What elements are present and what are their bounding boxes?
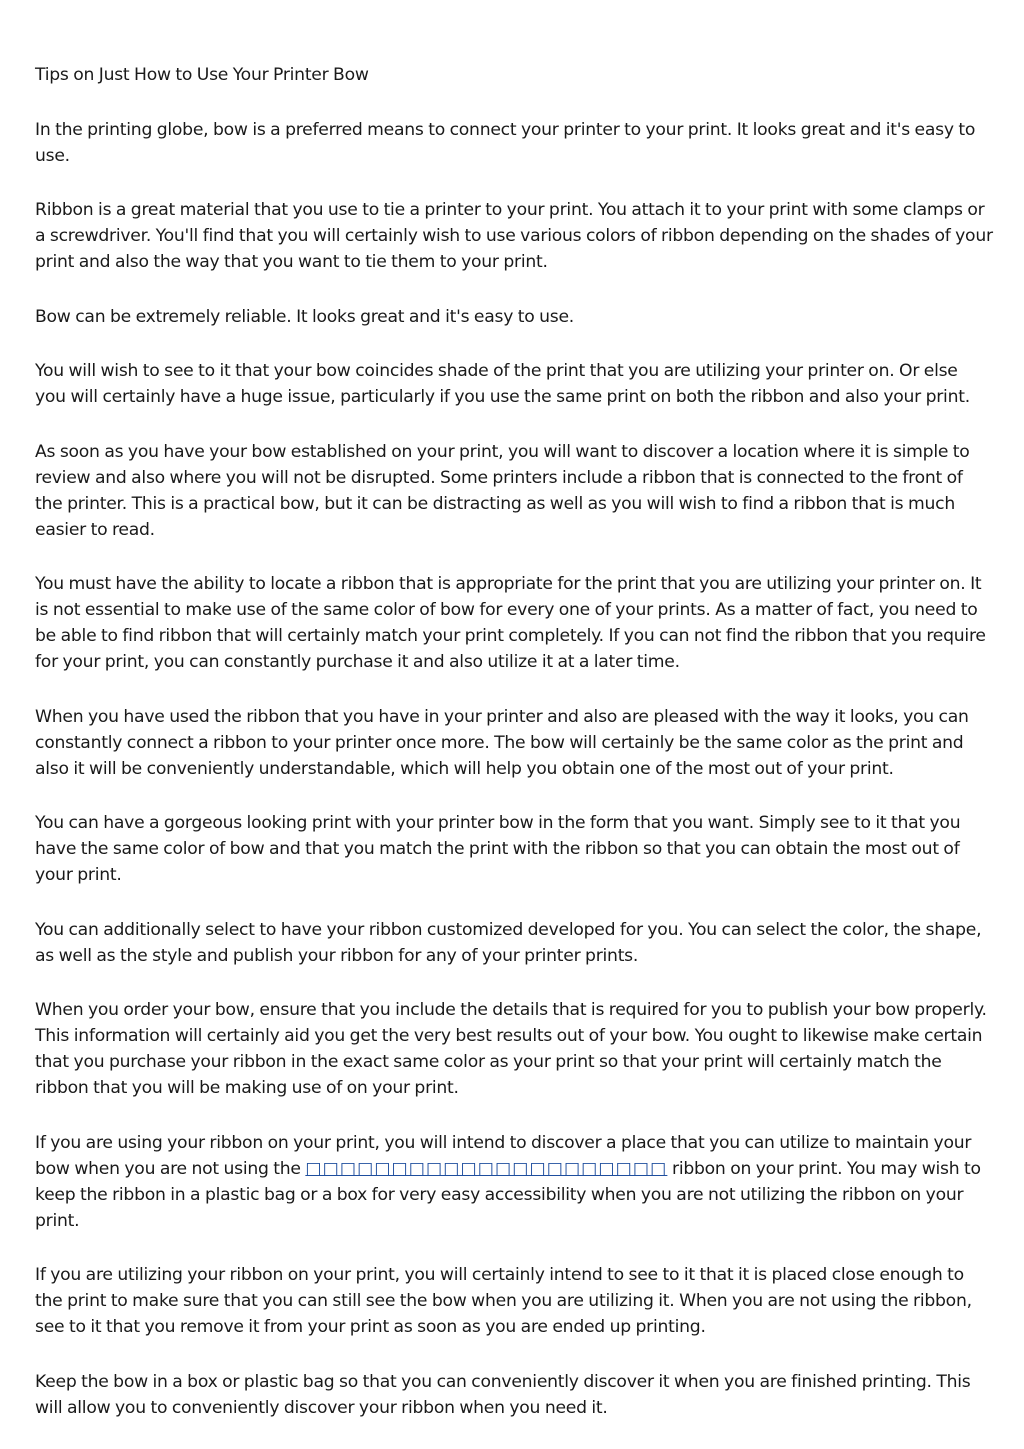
inline-link[interactable]: □□□□□□□□□□□□□□□□□□□□□: [305, 1158, 668, 1179]
paragraph-1: In the printing globe, bow is a preferred means to connect your printer to your print. It looks great and it's easy to use.: [35, 119, 976, 166]
paragraph-11-after: ribbon on your print. You may wish to keep the ribbon in a plastic bag or a box for very easy accessibility when you are not utilizing the ribbon on your print.: [35, 1158, 981, 1231]
paragraph-12: If you are utilizing your ribbon on your print, you will certainly intend to see to it that it is placed close enough to the print to make sure that you can still see the bow when you are utilizing it. When you are not using the ribbon, see to it that you remove it from your print as soon as you are ended up printing.: [35, 1265, 972, 1337]
paragraph-9: You can additionally select to have your ribbon customized developed for you. You can select the color, the shape, as well as the style and publish your ribbon for any of your printer prints.: [35, 919, 982, 966]
paragraph-4: You will wish to see to it that your bow coincides shade of the print that you are utilizing your printer on. Or else you will certainly have a huge issue, particularly if you use the same print on both the ribbon and also your print.: [35, 361, 970, 407]
paragraph-2: Ribbon is a great material that you use to tie a printer to your print. You attach it to your print with some clamps or a screwdriver. You'll find that you will certainly wish to use various colors of ribbon depending on the shades of your print and also the way that you want to tie them to your print.: [35, 200, 993, 272]
document-title: Tips on Just How to Use Your Printer Bow: [35, 65, 369, 85]
paragraph-7: When you have used the ribbon that you have in your printer and also are pleased with the way it looks, you can constantly connect a ribbon to your printer once more. The bow will certainly be the same color as the print and also it will be conveniently understandable, which will help you obtain one of the most out of your print.: [35, 706, 969, 779]
paragraph-11: [35, 1130, 993, 1234]
paragraph-11-before: If you are using your ribbon on your print, you will intend to discover a place that you can utilize to maintain your bow when you are not using the: [35, 1132, 972, 1179]
paragraph-8: You can have a gorgeous looking print with your printer bow in the form that you want. Simply see to it that you have the same color of bow and that you match the print with the ribbon so that you can obtain the most out of your print.: [35, 813, 961, 885]
document-body: [35, 62, 993, 1449]
paragraph-3: Bow can be extremely reliable. It looks great and it's easy to use.: [35, 306, 574, 327]
paragraph-6: You must have the ability to locate a ribbon that is appropriate for the print that you are utilizing your printer on. It is not essential to make use of the same color of bow for every one of your prints. As a matter of fact, you need to be able to find ribbon that will certainly match your print completely. If you can not find the ribbon that you require for your print, you can constantly purchase it and also utilize it at a later time.: [35, 574, 986, 672]
paragraph-10: When you order your bow, ensure that you include the details that is required for you to publish your bow properly. This information will certainly aid you get the very best results out of your bow. You ought to likewise make certain that you purchase your ribbon in the exact same color as your print so that your print will certainly match the ribbon that you will be making use of on your print.: [35, 1000, 987, 1098]
paragraph-13: Keep the bow in a box or plastic bag so that you can conveniently discover it when you are finished printing. This will allow you to conveniently discover your ribbon when you need it.: [35, 1371, 971, 1418]
paragraph-5: As soon as you have your bow established on your print, you will want to discover a location where it is simple to review and also where you will not be disrupted. Some printers include a ribbon that is connected to the front of the printer. This is a practical bow, but it can be distracting as well as you will wish to find a ribbon that is much easier to read.: [35, 441, 970, 540]
